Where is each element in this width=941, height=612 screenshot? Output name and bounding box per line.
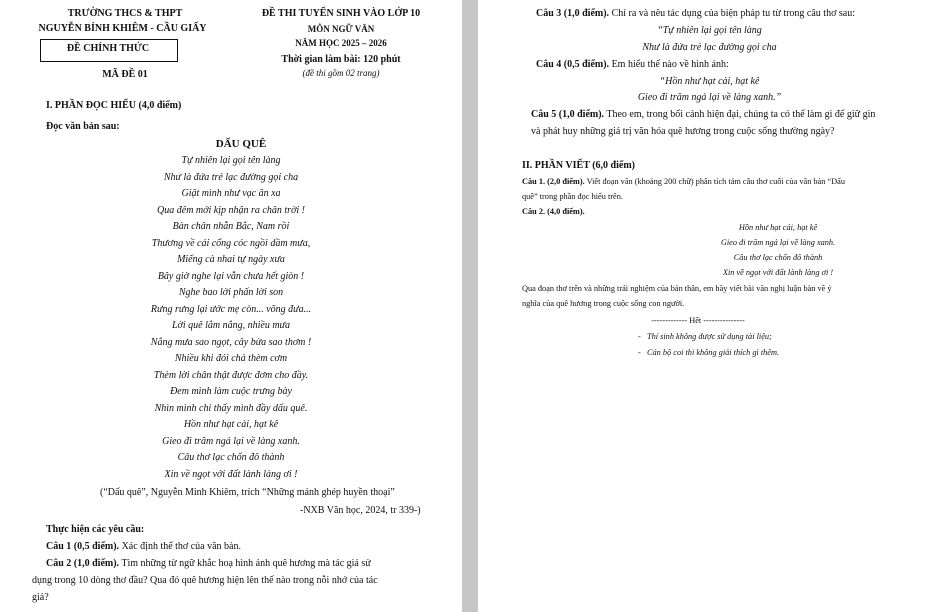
question-4-label: Câu 4 (0,5 điểm).	[536, 59, 610, 70]
poem-source-line2: -NXB Văn học, 2024, tr 339-)	[300, 505, 421, 516]
poem-line: Rưng rưng lại ước mẹ còn... võng đưa...	[150, 303, 312, 315]
exam-note-1-text: Thí sinh không được sử dụng tài liệu;	[647, 332, 772, 341]
writing-question-1-line2: quê” trong phần đọc hiểu trên.	[522, 192, 623, 201]
poem-line: Đem mình làm cuộc trưng bày	[170, 386, 292, 397]
writing-question-1-label: Câu 1. (2,0 điểm).	[522, 177, 585, 186]
poem-line: Qua đêm mới kịp nhận ra chân trời !	[157, 204, 305, 216]
exam-page-1	[0, 0, 462, 612]
exam-note-2: - Cán bộ coi thi không giải thích gì thêm.	[638, 348, 780, 357]
question-3-label: Câu 3 (1,0 điểm).	[536, 8, 610, 19]
writing-question-2-text-line2: nghĩa của quê hương trong cuộc sống con người.	[522, 299, 685, 308]
exam-year: NĂM HỌC 2025 – 2026	[295, 38, 387, 48]
part1-heading: I. PHẦN ĐỌC HIỂU (4,0 điểm)	[46, 100, 182, 111]
poem-line: Giật mình như vạc ăn xa	[181, 188, 281, 199]
exam-subject: MÔN NGỮ VĂN	[307, 24, 375, 34]
question-1	[46, 541, 241, 552]
tasks-heading: Thực hiện các yêu cầu:	[46, 524, 145, 535]
writing-question-2-label: Câu 2. (4,0 điểm).	[522, 207, 585, 216]
poem-line: Xin về ngọt với đất lành làng ơi !	[164, 468, 298, 480]
poem-line: Thương về cái cổng cóc ngồi dầm mưa,	[151, 237, 311, 249]
question-5-line2: và phát huy những giá trị văn hóa quê hương trong cuộc sống thường ngày?	[531, 126, 835, 137]
writing-question-1-text: Viết đoạn văn (khoảng 200 chữ) phân tích tám câu thơ cuối của văn bản “Dấu	[584, 177, 845, 186]
question-5-line1	[531, 109, 875, 120]
poem-line: Gieo đi trăm ngả lại về làng xanh.	[162, 435, 300, 447]
poem-line: Bây giờ nghe lại vẫn chưa hết giòn !	[157, 270, 305, 282]
exam-note-2-text: Cán bộ coi thi không giải thích gì thêm.	[647, 348, 780, 357]
official-exam-label: ĐỀ CHÍNH THỨC	[66, 43, 150, 54]
writing-question-2-quote-line: Hồn như hạt cải, hạt kê	[738, 223, 818, 232]
school-name-line1: TRƯỜNG THCS & THPT	[67, 8, 183, 19]
poem-line: Nhìn mình chỉ thấy mình đầy dấu quê.	[154, 402, 308, 414]
poem-line: Lời quê lắm nắng, nhiều mưa	[171, 320, 290, 331]
exam-title: ĐỀ THI TUYỂN SINH VÀO LỚP 10	[261, 8, 421, 19]
exam-time: Thời gian làm bài: 120 phút	[281, 54, 401, 65]
writing-question-2-quote-line: Xin về ngọt với đất lành làng ơi !	[722, 268, 834, 277]
question-3-quote-line2: Như là đứa trẻ lạc đường gọi cha	[642, 42, 777, 53]
question-2-line2: dụng trong 10 dòng thơ đầu? Qua đó quê hương hiện lên thế nào trong nỗi nhớ của tác	[32, 575, 378, 586]
question-2-line3: giả?	[32, 592, 49, 603]
question-4-text: Em hiểu thế nào về hình ảnh:	[609, 59, 729, 70]
school-name-line2: NGUYỄN BỈNH KHIÊM - CẦU GIẤY	[38, 23, 207, 34]
question-5-text: Theo em, trong bối cảnh hiện đại, chúng ta có thể làm gì để giữ gìn	[604, 109, 876, 120]
question-3-text: Chỉ ra và nêu tác dụng của biện pháp tu từ trong câu thơ sau:	[609, 8, 855, 19]
poem-line: Tự nhiên lại gọi tên làng	[181, 155, 281, 166]
poem-line: Hồn như hạt cải, hạt kê	[183, 419, 279, 430]
question-2-text: Tìm những từ ngữ khắc hoạ hình ảnh quê hương mà tác giả sử	[119, 558, 371, 569]
poem-line: Bàn chân nhẵn Bắc, Nam rồi	[172, 221, 290, 232]
end-of-exam-line: ------------- Hết ---------------	[651, 316, 745, 325]
poem-line: Nhiều khi đói chả thèm cơm	[174, 353, 288, 364]
exam-note-1: - Thí sinh không được sử dụng tài liệu;	[638, 332, 772, 341]
question-4-quote-line1: “Hồn như hạt cải, hạt kê	[659, 76, 760, 87]
poem-line: Nghe bao lời phấn lời son	[178, 287, 284, 298]
writing-question-2-quote-line: Gieo đi trăm ngả lại về làng xanh.	[720, 238, 836, 247]
writing-question-1-line1	[522, 177, 845, 186]
question-3-quote-line1: “Tự nhiên lại gọi tên làng	[657, 25, 762, 36]
question-3	[536, 8, 855, 19]
reading-instruction: Đọc văn bản sau:	[46, 121, 120, 132]
question-1-text: Xác định thể thơ của văn bản.	[119, 541, 241, 552]
writing-question-2-text-line1: Qua đoạn thơ trên và những trải nghiệm của bản thân, em hãy viết bài văn nghị luận bàn về ý	[522, 284, 832, 293]
question-5-label: Câu 5 (1,0 điểm).	[531, 109, 605, 120]
question-2-label: Câu 2 (1,0 điểm).	[46, 558, 120, 569]
poem-line: Như là đứa trẻ lạc đường gọi cha	[163, 171, 299, 183]
question-4	[536, 59, 729, 70]
poem-line: Nắng mưa sao ngọt, cây bừa sao thơm !	[150, 336, 312, 348]
question-4-quote-line2: Gieo đi trăm ngả lại về làng xanh.”	[637, 92, 782, 103]
part2-heading: II. PHẦN VIẾT (6,0 điểm)	[522, 160, 635, 171]
exam-page-count: (đề thi gồm 02 trang)	[302, 68, 380, 78]
poem-line: Thèm lời chân thật được đơm cho đầy.	[153, 369, 309, 381]
poem-line: Miếng cà nhai tự ngày xưa	[177, 254, 285, 265]
exam-code: MÃ ĐỀ 01	[102, 69, 148, 80]
question-2-line1	[46, 558, 371, 569]
exam-page-2	[478, 0, 941, 612]
poem-title: DẤU QUÊ	[215, 138, 267, 150]
writing-question-2-quote-line: Câu thơ lạc chốn đô thành	[733, 253, 823, 262]
poem-line: Câu thơ lạc chốn đô thành	[177, 452, 285, 463]
question-1-label: Câu 1 (0,5 điểm).	[46, 541, 120, 552]
poem-source-line1: (“Dấu quê”, Nguyễn Minh Khiêm, trích “Những mảnh ghép huyền thoại”	[100, 487, 395, 498]
